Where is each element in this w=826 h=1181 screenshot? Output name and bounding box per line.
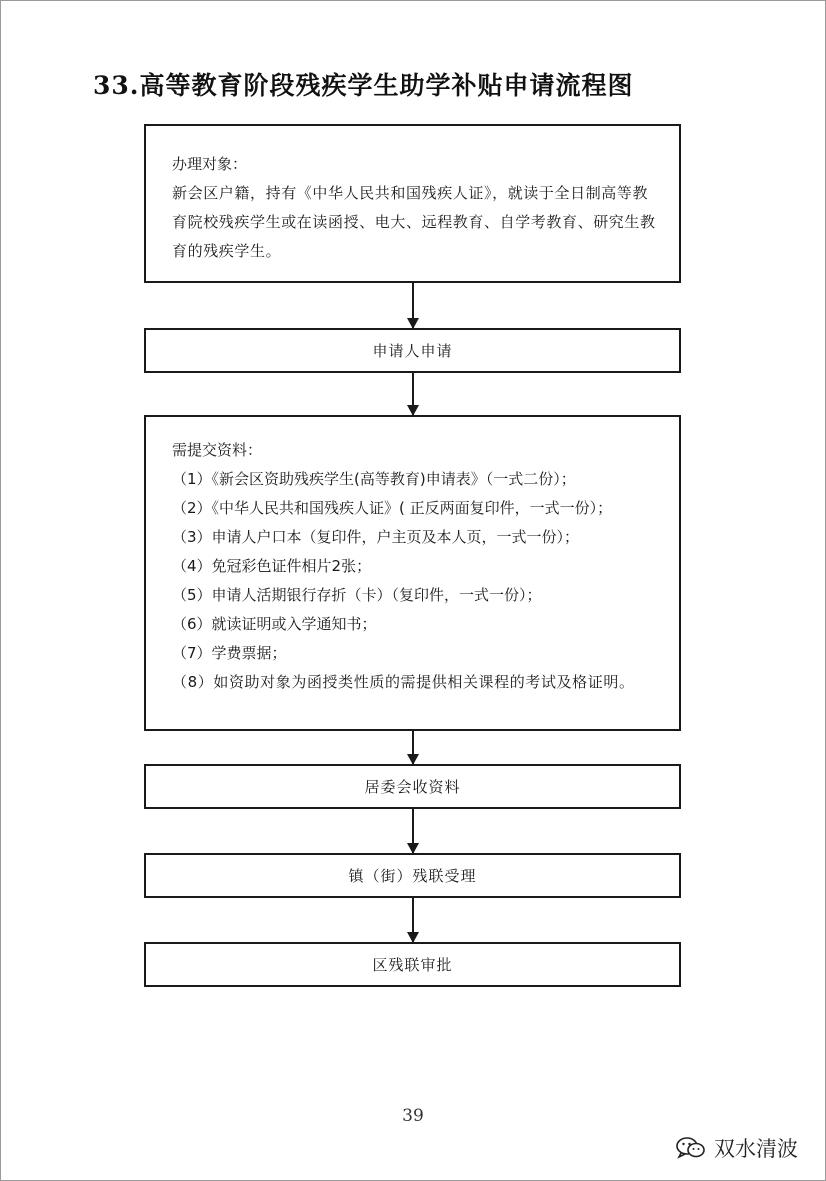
step-town-label: 镇（街）残联受理 <box>348 867 477 885</box>
eligibility-body: 新会区户籍，持有《中华人民共和国残疾人证》，就读于全日制高等教育院校残疾学生或在读函授、电大、远程教育、自学考教育、研究生教育的残疾学生。 <box>172 184 656 260</box>
step-apply-label: 申请人申请 <box>372 342 453 360</box>
materials-item: （6）就读证明或入学通知书； <box>172 615 377 633</box>
arrow-5 <box>412 898 414 942</box>
materials-item: （1）《新会区资助残疾学生(高等教育)申请表》（一式二份）； <box>172 470 576 488</box>
materials-item: （7）学费票据； <box>172 644 287 662</box>
watermark-text: 双水清波 <box>714 1137 798 1161</box>
materials-item: （3）申请人户口本（复印件，户主页及本人页，一式一份）； <box>172 528 580 546</box>
arrow-4 <box>412 809 414 853</box>
watermark <box>676 1133 798 1163</box>
materials-item: （4）免冠彩色证件相片2张； <box>172 557 372 575</box>
eligibility-heading: 办理对象： <box>172 155 248 173</box>
wechat-icon <box>676 1136 706 1160</box>
arrow-3 <box>412 731 414 764</box>
eligibility-box <box>144 124 681 283</box>
step-district-label: 区残联审批 <box>372 956 453 974</box>
step-committee-box <box>144 764 681 809</box>
materials-box <box>144 415 681 731</box>
materials-item: （8）如资助对象为函授类性质的需提供相关课程的考试及格证明。 <box>172 673 635 691</box>
page-title: 33.高等教育阶段残疾学生助学补贴申请流程图 <box>93 71 634 100</box>
step-apply-box <box>144 328 681 373</box>
step-town-box <box>144 853 681 898</box>
materials-item: （2）《中华人民共和国残疾人证》( 正反两面复印件，一式一份）； <box>172 499 613 517</box>
arrow-1 <box>412 283 414 328</box>
step-district-box <box>144 942 681 987</box>
arrow-2 <box>412 373 414 415</box>
materials-heading: 需提交资料： <box>172 441 263 459</box>
step-committee-label: 居委会收资料 <box>364 778 461 796</box>
page-number: 39 <box>402 1106 424 1126</box>
materials-item: （5）申请人活期银行存折（卡）（复印件，一式一份）； <box>172 586 542 604</box>
